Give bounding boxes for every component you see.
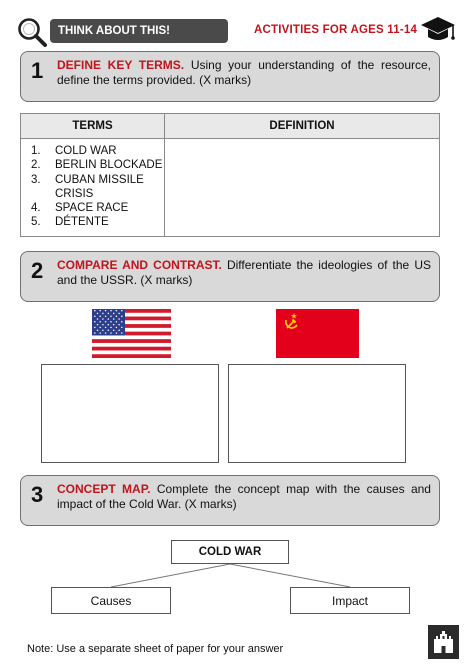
section-heading: CONCEPT MAP. xyxy=(57,482,151,496)
term-label: CUBAN MISSILE CRISIS xyxy=(55,173,144,200)
section-number: 3 xyxy=(31,482,44,507)
list-number: 2. xyxy=(31,159,41,172)
list-number: 1. xyxy=(31,145,41,157)
concept-map-causes-box[interactable]: Causes xyxy=(51,587,171,614)
footer-note: Note: Use a separate sheet of paper for your answer xyxy=(27,643,284,655)
section-body: Using your understanding of the resource, define the terms provided. (X marks) xyxy=(57,58,431,87)
castle-icon-box xyxy=(428,625,459,659)
terms-column-header: TERMS xyxy=(21,114,165,139)
castle-icon xyxy=(428,625,459,659)
definition-column-header: DEFINITION xyxy=(165,114,440,139)
concept-map-root: COLD WAR xyxy=(171,540,289,564)
section-heading: DEFINE KEY TERMS. xyxy=(57,58,185,72)
section-number: 2 xyxy=(31,258,44,283)
age-range-label: ACTIVITIES FOR AGES 11-14 xyxy=(254,24,418,36)
list-number: 5. xyxy=(31,216,41,229)
list-number: 4. xyxy=(31,202,41,215)
section-heading: COMPARE AND CONTRAST. xyxy=(57,258,222,272)
section-body: Differentiate the ideologies of the US and the USSR. (X marks) xyxy=(57,258,431,287)
list-number: 3. xyxy=(31,173,41,186)
section-body: Complete the concept map with the causes and impact of the Cold War. (X marks) xyxy=(57,482,431,511)
term-label: SPACE RACE xyxy=(55,202,129,215)
term-label: COLD WAR xyxy=(55,145,117,157)
term-label: DÉTENTE xyxy=(55,216,109,229)
concept-map-impact-box[interactable]: Impact xyxy=(290,587,410,614)
term-label: BERLIN BLOCKADE xyxy=(55,159,163,172)
section-number: 1 xyxy=(31,58,44,83)
think-about-this-label: THINK ABOUT THIS! xyxy=(50,19,228,43)
